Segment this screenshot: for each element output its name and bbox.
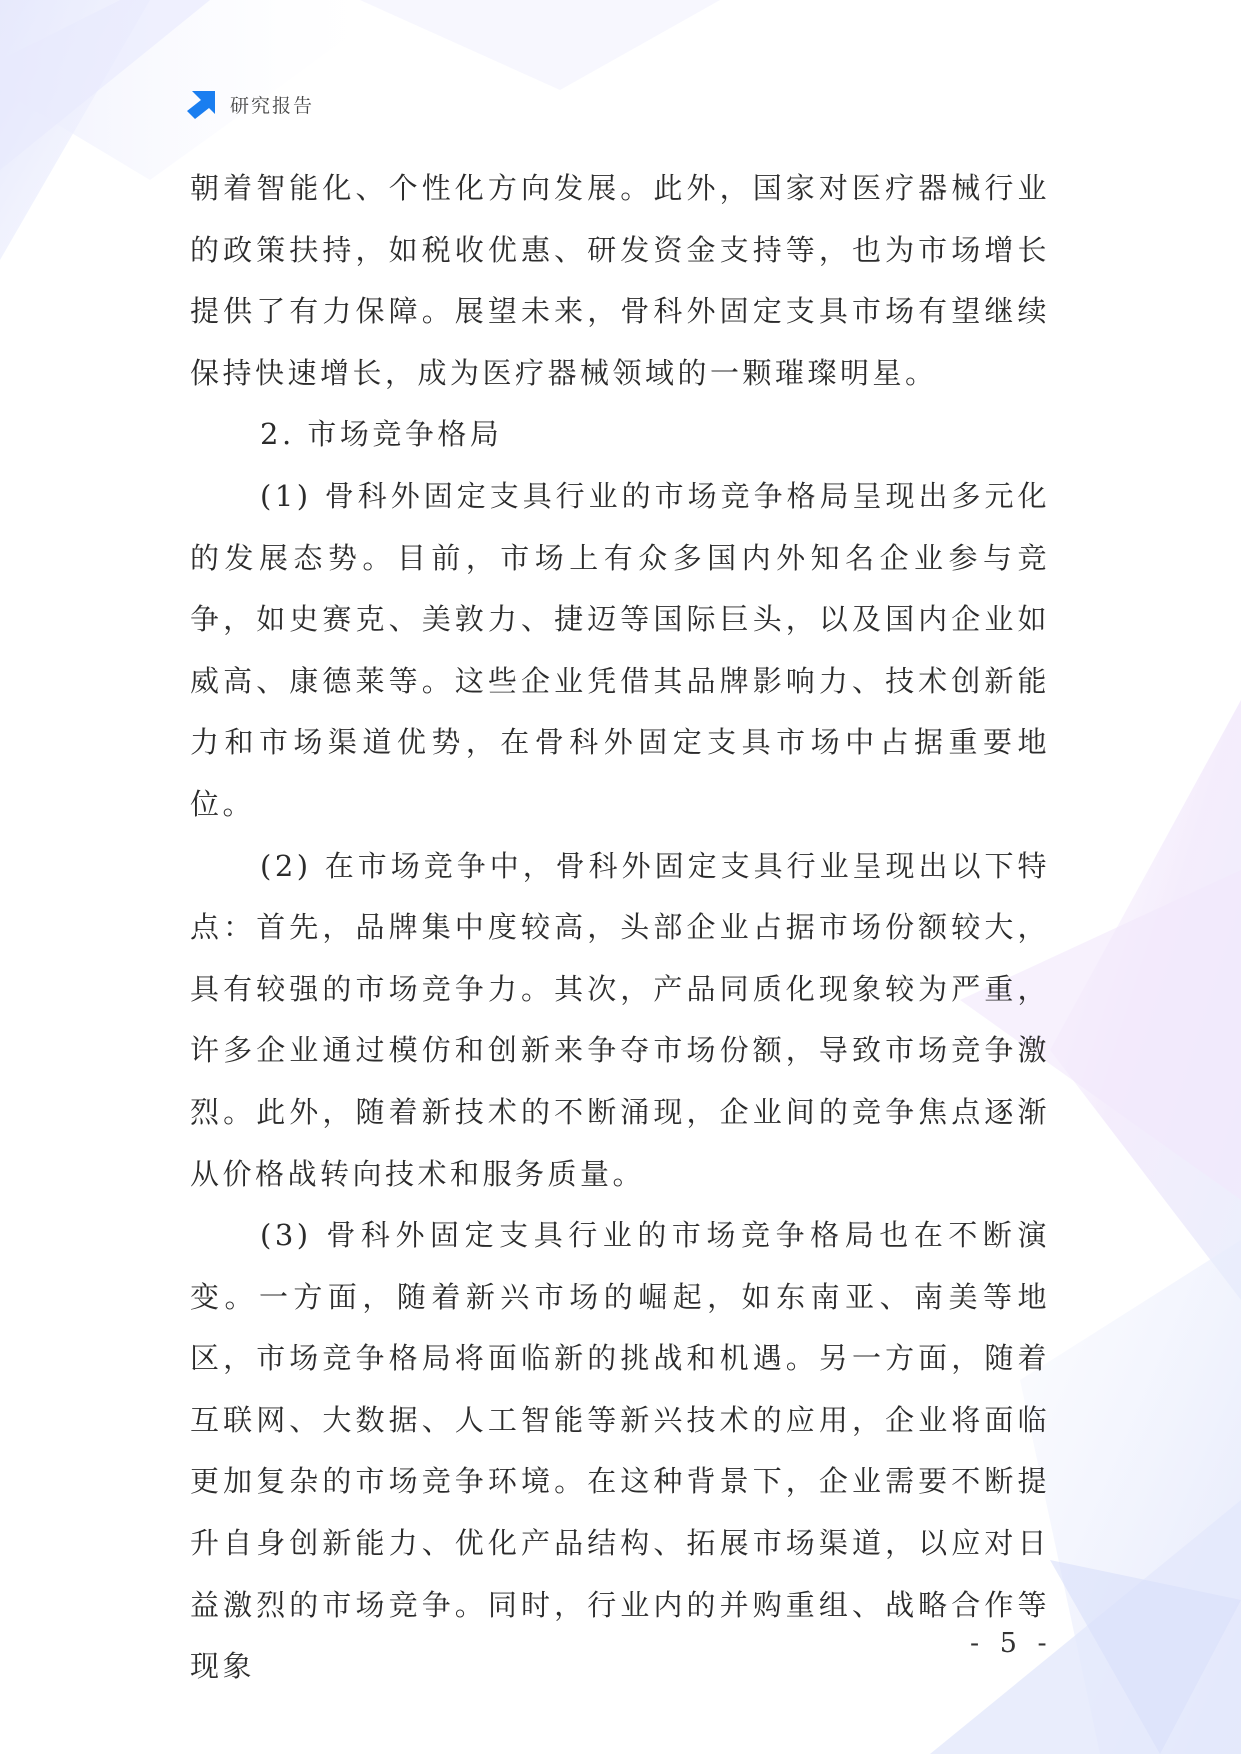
arrow-up-right-icon [186,88,218,120]
paragraph-point-1: (1) 骨科外固定支具行业的市场竞争格局呈现出多元化的发展态势。目前，市场上有众多国内外知名企业参与竞争，如史赛克、美敦力、捷迈等国际巨头，以及国内企业如威高、康德莱等。这些企业凭借其品牌影响力、技术创新能力和市场渠道优势，在骨科外固定支具市场中占据重要地位。 [190,478,1050,821]
paragraph-point-2: (2) 在市场竞争中，骨科外固定支具行业呈现出以下特点：首先，品牌集中度较高，头部企业占据市场份额较大，具有较强的市场竞争力。其次，产品同质化现象较为严重，许多企业通过模仿和创新来争夺市场份额，导致市场竞争激烈。此外，随着新技术的不断涌现，企业间的竞争焦点逐渐从价格战转向技术和服务质量。 [190,848,1050,1191]
paragraph-market-outlook: 朝着智能化、个性化方向发展。此外，国家对医疗器械行业的政策扶持，如税收优惠、研发资金支持等，也为市场增长提供了有力保障。展望未来，骨科外固定支具市场有望继续保持快速增长，成为医疗器械领域的一颗璀璨明星。 [190,171,1050,390]
paragraph-point-3: (3) 骨科外固定支具行业的市场竞争格局也在不断演变。一方面，随着新兴市场的崛起，如东南亚、南美等地区，市场竞争格局将面临新的挑战和机遇。另一方面，随着互联网、大数据、人工智能等新兴技术的应用，企业将面临更加复杂的市场竞争环境。在这种背景下，企业需要不断提升自身创新能力、优化产品结构、拓展市场渠道，以应对日益激烈的市场竞争。同时，行业内的并购重组、战略合作等现象 [190,1218,1050,1684]
header-title: 研究报告 [230,94,315,117]
document-body [190,158,1050,1698]
section-heading-competition: 2. 市场竞争格局 [260,417,503,452]
report-header [186,88,314,120]
page-number: - 5 - [970,1628,1053,1659]
